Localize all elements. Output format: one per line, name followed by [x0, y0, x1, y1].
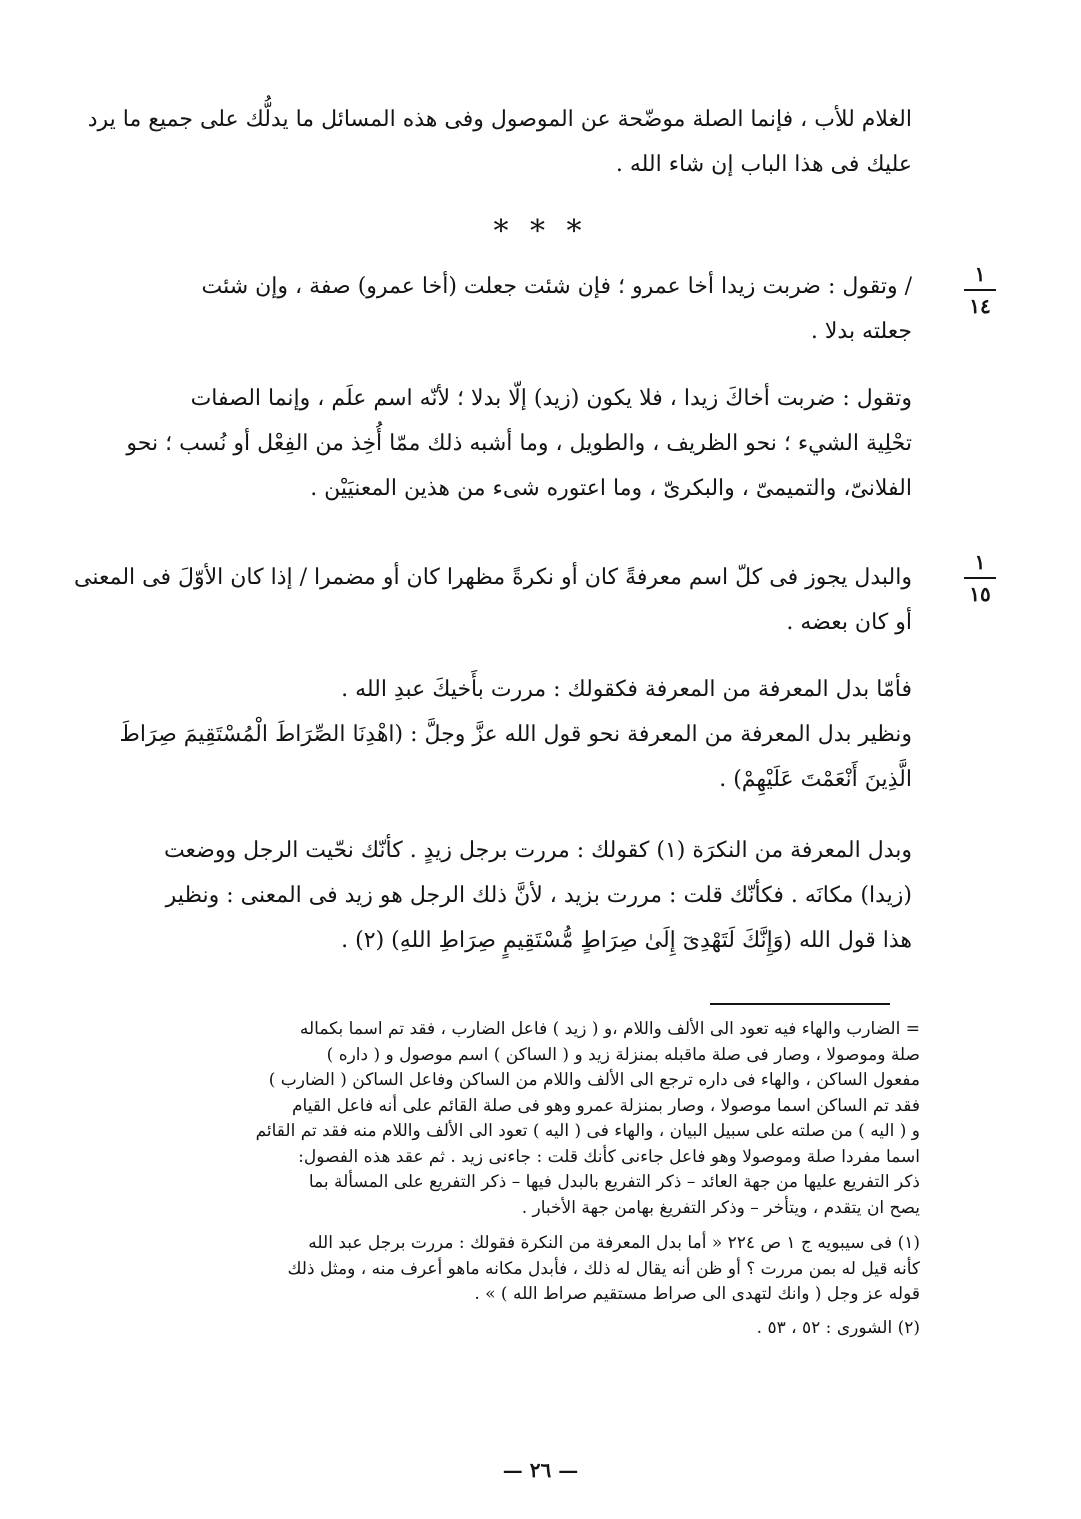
marker-bar	[964, 577, 996, 579]
marker-top: ١	[974, 550, 986, 574]
footnote-line: (١) فى سيبويه ج ١ ص ٢٢٤ « أما بدل المعرفة من النكرة فقولك : مررت برجل عبد الله	[308, 1233, 920, 1253]
paragraph-4	[72, 667, 912, 712]
text-line: وبدل المعرفة من النكرَة (١) كقولك : مررت برجل زيدٍ . كأنّك نحّيت الرجل ووضعت	[163, 838, 912, 863]
text-line: والبدل يجوز فى كلّ اسم معرفةً كان أو نكرةً مظهرا كان أو مضمرا / إذا كان الأوّلَ فى المعنى	[74, 565, 912, 590]
marker-bottom: ١٥	[969, 582, 991, 606]
text-line: الفلانىّ، والتميمىّ ، والبكرىّ ، وما اعتوره شىء من هذين المعنيَيْن .	[310, 476, 912, 501]
text-line: عليك فى هذا الباب إن شاء الله .	[615, 152, 912, 177]
footnote-line: صلة وموصولا ، وصار فى صلة ماقبله بمنزلة زيد و ( الساكن ) اسم موصول و ( داره )	[326, 1044, 920, 1065]
footnote-line: فقد تم الساكن اسما موصولا ، وصار بمنزلة عمرو وهو فى صلة القائم على أنه فاعل القيام	[292, 1095, 920, 1116]
footnote-line: = الضارب والهاء فيه تعود الى الألف واللام ،و ( زيد ) فاعل الضارب ، فقد تم اسما بكماله	[299, 1019, 920, 1039]
footnotes	[58, 1017, 920, 1341]
page-number: — ٢٦ —	[502, 1458, 579, 1482]
section-separator: * * *	[493, 214, 588, 249]
footnote-line: يصح ان يتقدم ، ويتأخر – وذكر التفريغ بهامن جهة الأخبار .	[521, 1197, 920, 1218]
paragraph-6	[72, 828, 912, 963]
footnote-line: و ( اليه ) من صلته على سبيل البيان ، والهاء فى ( اليه ) تعود الى الألف واللام منه فقد تم القائم	[255, 1121, 920, 1141]
text-line: أو كان بعضه .	[786, 610, 912, 635]
top-paragraph	[72, 97, 912, 187]
text-line: الغلام للأب ، فإنما الصلة موضّحة عن الموصول وفى هذه المسائل ما يدلُّك على جميع ما يرد	[87, 107, 912, 132]
text-line: وتقول : ضربت أخاكَ زيدا ، فلا يكون (زيد) إلّا بدلا ؛ لأنّه اسم علَم ، وإنما الصفات	[190, 386, 912, 411]
text-line: (زيدا) مكانَه . فكأنّك قلت : مررت بزيد ، لأنَّ ذلك الرجل هو زيد فى المعنى : ونظير	[165, 883, 912, 908]
footnote-line: اسما مفردا صلة وموصولا وهو فاعل جاءنى كأنك قلت : جاءنى زيد . ثم عقد هذه الفصول:	[298, 1146, 920, 1167]
footnote-line: قوله عز وجل ( وانك لتهدى الى صراط مستقيم صراط الله ) » .	[474, 1284, 920, 1304]
footnote-line: مفعول الساكن ، والهاء فى داره ترجع الى الألف واللام من الساكن وفاعل الساكن ( الضارب )	[268, 1070, 920, 1090]
margin-marker-2	[960, 550, 1000, 606]
footnote-line: ذكر التفريع عليها من جهة العائد – ذكر التفريع بالبدل فيها – ذكر التفريع على المسألة بما	[308, 1172, 920, 1192]
paragraph-2	[72, 376, 912, 511]
paragraph-1	[72, 264, 912, 354]
footnote-divider	[710, 1003, 890, 1005]
paragraph-5	[72, 712, 912, 802]
text-line: جعلته بدلا .	[810, 319, 912, 344]
text-line: الَّذِينَ أَنْعَمْتَ عَلَيْهِمْ) .	[719, 767, 912, 792]
text-line: تحْلِية الشيء ؛ نحو الظريف ، والطويل ، وما أشبه ذلك ممّا أُخِذ من الفِعْل أو نُسب ؛ نحو	[126, 431, 912, 456]
footnote-line: كأنه قيل له بمن مررت ؟ أو ظن أنه يقال له ذلك ، فأبدل مكانه ماهو أعرف منه ، ومثل ذلك	[287, 1258, 920, 1279]
text-line: فأمّا بدل المعرفة من المعرفة فكقولك : مررت بأَخيكَ عبدِ الله .	[341, 677, 912, 702]
marker-top: ١	[974, 262, 986, 286]
marker-bar	[964, 289, 996, 291]
text-line: / وتقول : ضربت زيدا أخا عمرو ؛ فإن شئت جعلت (أخا عمرو) صفة ، وإن شئت	[201, 274, 912, 299]
footnote-line: (٢) الشورى : ٥٢ ، ٥٣ .	[756, 1317, 920, 1338]
marker-bottom: ١٤	[969, 294, 991, 318]
text-line: هذا قول الله (وَإِنَّكَ لَتَهْدِىٓ إِلَىٰ صِرَاطٍ مُّسْتَقِيمٍ صِرَاطِ اللهِ) (٢) .	[341, 928, 912, 953]
margin-marker-1	[960, 262, 1000, 318]
text-line: ونظير بدل المعرفة من المعرفة نحو قول الله عزَّ وجلَّ : (اهْدِنَا الصِّرَاطَ الْمُسْتَقِيمَ صِرَاطَ	[119, 722, 912, 747]
paragraph-3	[72, 555, 912, 645]
